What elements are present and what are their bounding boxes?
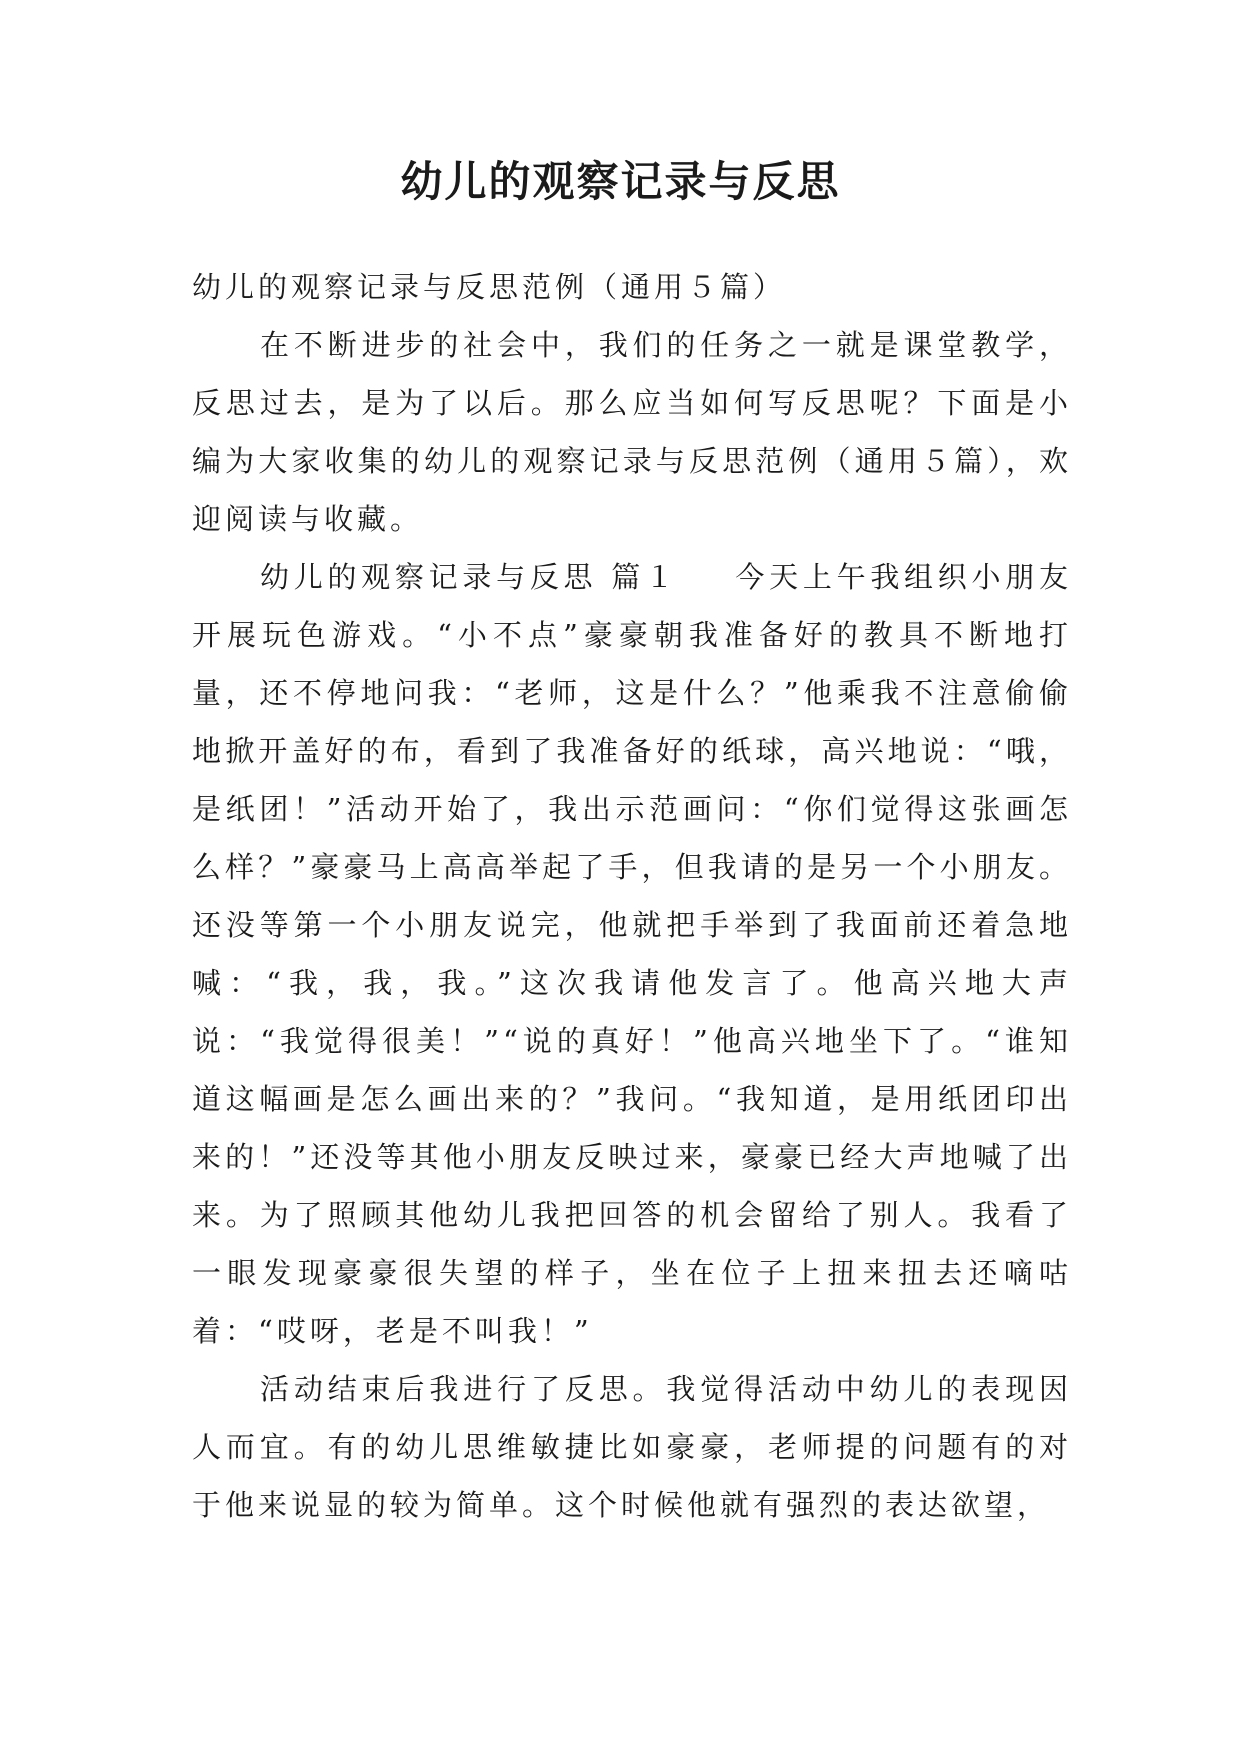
document-subtitle: 幼儿的观察记录与反思范例（通用５篇） bbox=[192, 270, 787, 304]
document-body bbox=[192, 258, 1072, 1534]
section1-heading: 幼儿的观察记录与反思 篇１ bbox=[260, 560, 679, 594]
section1-paragraph bbox=[192, 548, 1072, 1360]
document-title: 幼儿的观察记录与反思 bbox=[400, 157, 841, 206]
reflection-paragraph: 活动结束后我进行了反思。我觉得活动中幼儿的表现因人而宜。有的幼儿思维敏捷比如豪豪，老师提的问题有的对于他来说显的较为简单。这个时候他就有强烈的表达欲望， bbox=[192, 1372, 1072, 1522]
section1-body: 今天上午我组织小朋友开展玩色游戏。“小不点”豪豪朝我准备好的教具不断地打量，还不停地问我：“老师，这是什么？”他乘我不注意偷偷地掀开盖好的布，看到了我准备好的纸球，高兴地说：“哦，是纸团！”活动开始了，我出示范画问：“你们觉得这张画怎么样？”豪豪马上高高举起了手，但我请的是另一个小朋友。还没等第一个小朋友说完，他就把手举到了我面前还着急地喊：“我，我，我。”这次我请他发言了。他高兴地大声说：“我觉得很美！”“说的真好！”他高兴地坐下了。“谁知道这幅画是怎么画出来的？”我问。“我知道，是用纸团印出来的！”还没等其他小朋友反映过来，豪豪已经大声地喊了出来。为了照顾其他幼儿我把回答的机会留给了别人。我看了一眼发现豪豪很失望的样子，坐在位子上扭来扭去还嘀咕着：“哎呀，老是不叫我！” bbox=[192, 560, 1072, 1348]
intro-paragraph: 在不断进步的社会中，我们的任务之一就是课堂教学，反思过去，是为了以后。那么应当如何写反思呢？下面是小编为大家收集的幼儿的观察记录与反思范例（通用５篇），欢迎阅读与收藏。 bbox=[192, 328, 1072, 536]
